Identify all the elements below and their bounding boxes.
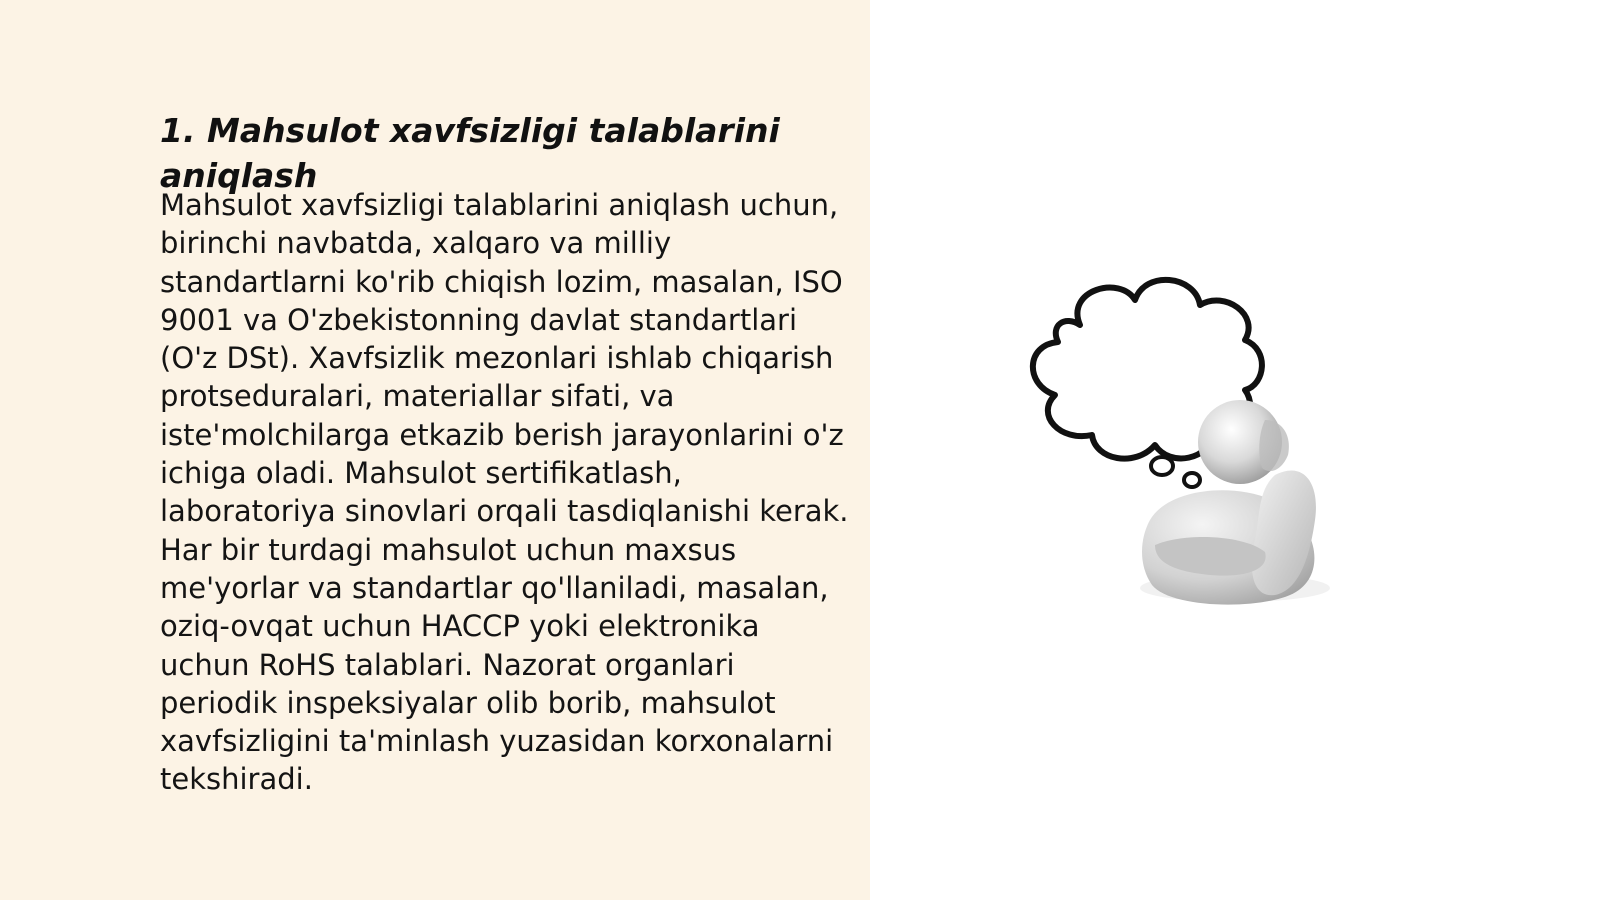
thinking-person-with-thought-bubble-icon: [1020, 270, 1350, 620]
slide-title: 1. Mahsulot xavfsizligi talablarini aniqlash: [160, 111, 780, 195]
slide-body-text: Mahsulot xavfsizligi talablarini aniqlash uchun, birinchi navbatda, xalqaro va milliy standartlarni ko'rib chiqish lozim, masalan, ISO 9001 va O'zbekistonning davlat standartlari (O'z DSt). Xavfsizlik mezonlari ishlab chiqarish protseduralari, materiallar sifati, va iste'molchilarga etkazib berish jarayonlarini o'z ichiga oladi. Mahsulot sertifikatlash, laboratoriya sinovlari orqali tasdiqlanishi kerak. Har bir turdagi mahsulot uchun maxsus me'yorlar va standartlar qo'llaniladi, masalan, oziq-ovqat uchun HACCP yoki elektronika uchun RoHS talablari. Nazorat organlari periodik inspeksiyalar olib borib, mahsulot xavfsizligini ta'minlash yuzasidan korxonalarni tekshiradi.: [160, 188, 849, 797]
